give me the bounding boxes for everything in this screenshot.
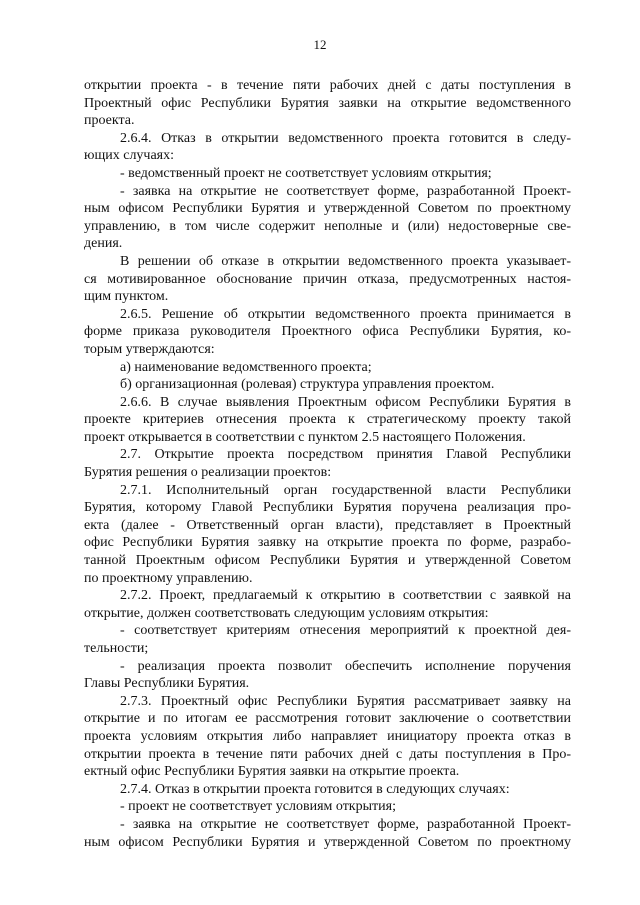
text-line: 2.7.2. Проект, предлагаемый к открытию в соответствии с заявкой на [120, 588, 571, 604]
text-line: ным офисом Республики Бурятия и утвержденной Советом по проектному [84, 834, 571, 850]
text-line: ектный офис Республики Бурятия заявки на открытие проекта. [84, 764, 460, 780]
text-line: 2.7.3. Проектный офис Республики Бурятия рассматривает заявку на [120, 693, 571, 709]
text-line: по проектному управлению. [84, 570, 253, 586]
page-number: 12 [313, 37, 327, 52]
text-line: ным офисом Республики Бурятия и утвержденной Советом по проектному [84, 201, 571, 217]
text-line: 2.7.1. Исполнительный орган государственной власти Республики [120, 482, 571, 498]
text-line: дения. [84, 236, 123, 252]
text-line: 2.6.4. Отказ в открытии ведомственного проекта готовится в следу- [120, 130, 571, 146]
text-line: Бурятия, которому Главой Республики Бурятия поручена реализация про- [84, 500, 571, 516]
text-line: форме приказа руководителя Проектного офиса Республики Бурятия, ко- [84, 324, 571, 340]
text-line: открытие, должен соответствовать следующим условиям открытия: [84, 605, 489, 621]
text-line: - проект не соответствует условиям открытия; [120, 799, 396, 815]
text-line: торым утверждаются: [84, 341, 215, 357]
text-line: 2.7.4. Отказ в открытии проекта готовится в следующих случаях: [120, 781, 510, 797]
text-line: Проектный офис Республики Бурятия заявки на открытие ведомственного [84, 95, 571, 111]
text-line: открытии проекта в течение пяти рабочих дней с даты поступления в Про- [84, 746, 571, 762]
text-line: 2.6.5. Решение об открытии ведомственного проекта принимается в [120, 306, 571, 322]
text-line: офис Республики Бурятия заявку на открытие проекта по форме, разрабо- [84, 535, 571, 551]
text-line: тельности; [84, 641, 149, 656]
text-line: управлению, в том числе содержит неполные и (или) недостоверные све- [84, 218, 571, 234]
text-line: - соответствует критериям отнесения мероприятий к проектной дея- [120, 623, 571, 639]
text-line: щим пунктом. [84, 289, 169, 305]
text-line: 2.7. Открытие проекта посредством принятия Главой Республики [120, 447, 571, 463]
text-line: 2.6.6. В случае выявления Проектным офисом Республики Бурятия в [120, 394, 571, 410]
text-line: Бурятия решения о реализации проектов: [84, 465, 332, 481]
text-line: открытие и по итогам ее рассмотрения готовит заключение о соответствии [84, 711, 571, 727]
text-line: - ведомственный проект не соответствует условиям открытия; [120, 165, 492, 181]
text-line: екта (далее - Ответственный орган власти), представляет в Проектный [84, 517, 571, 533]
text-line: В решении об отказе в открытии ведомственного проекта указывает- [120, 253, 571, 269]
text-line: - заявка на открытие не соответствует форме, разработанной Проект- [120, 183, 571, 199]
text-line: ющих случаях: [84, 148, 175, 164]
text-line: проекта условиям открытия либо направляет инициатору проекта отказ в [84, 728, 571, 744]
text-line: проект открывается в соответствии с пунктом 2.5 настоящего Положения. [84, 429, 526, 445]
text-line: открытии проекта - в течение пяти рабочих дней с даты поступления в [84, 78, 571, 93]
text-line: Главы Республики Бурятия. [84, 676, 250, 692]
text-line: - реализация проекта позволит обеспечить исполнение поручения [120, 658, 571, 674]
text-line: проекте критериев отнесения проекта к стратегическому проекту такой [84, 412, 571, 428]
text-line: танной Проектным офисом Республики Бурятия и утвержденной Советом [84, 553, 571, 569]
text-line: а) наименование ведомственного проекта; [120, 359, 372, 375]
text-line: б) организационная (ролевая) структура управления проектом. [120, 377, 495, 393]
text-line: проекта. [84, 113, 135, 129]
text-line: - заявка на открытие не соответствует форме, разработанной Проект- [120, 816, 571, 832]
text-line: ся мотивированное обоснование причин отказа, предусмотренных настоя- [84, 271, 571, 287]
document-body [84, 77, 571, 851]
